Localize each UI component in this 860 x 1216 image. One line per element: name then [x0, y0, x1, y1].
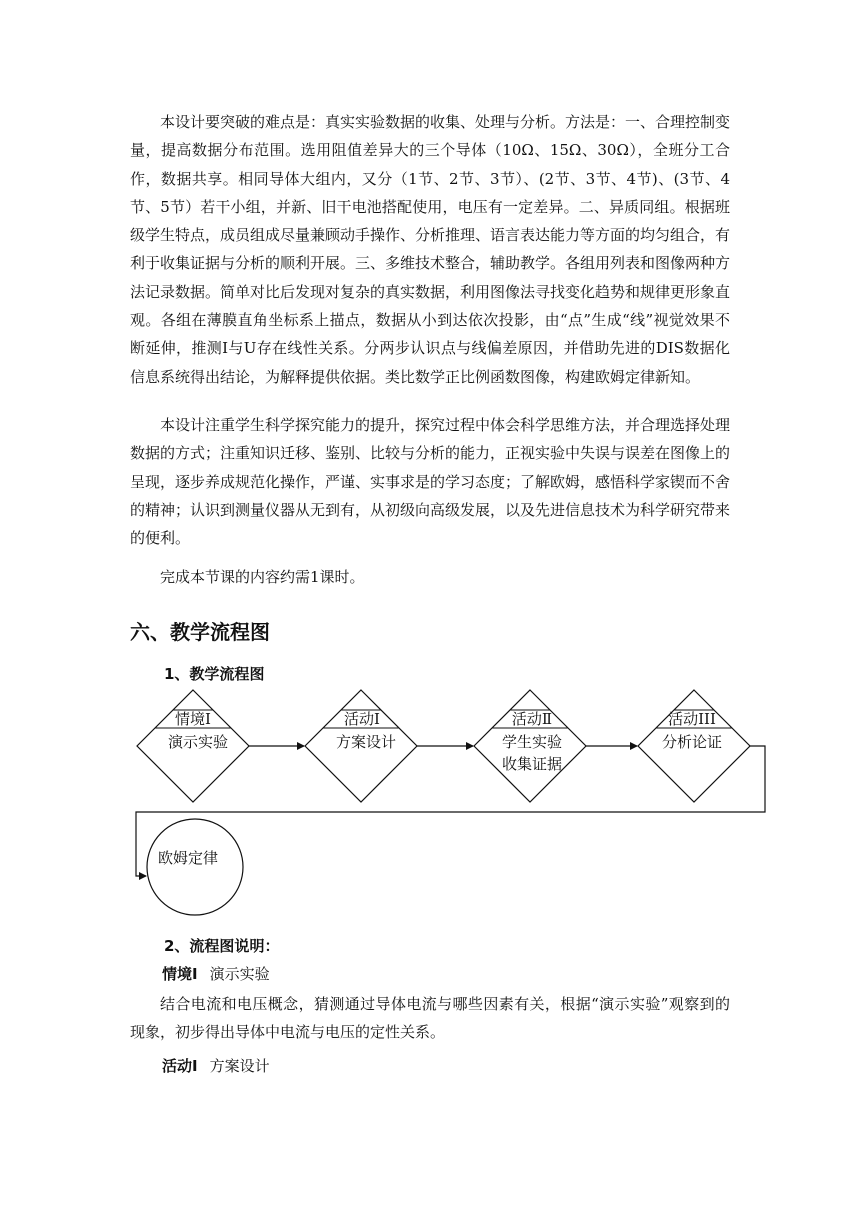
flow-node-1-label: 情境Ⅰ — [175, 710, 211, 728]
flow-node-1 — [137, 690, 249, 802]
desc-paragraph-1: 结合电流和电压概念，猜测通过导体电流与哪些因素有关，根据“演示实验”观察到的现象，初步得出导体中电流与电压的定性关系。 — [130, 995, 730, 1042]
desc-name-2: 方案设计 — [209, 1057, 270, 1075]
flow-end-node — [147, 819, 243, 915]
desc-name-1: 演示实验 — [209, 965, 270, 983]
desc-label-2: 活动Ⅰ — [162, 1057, 198, 1075]
flow-node-2 — [305, 690, 417, 802]
flow-node-3 — [474, 690, 586, 802]
paragraph-difficulty: 本设计要突破的难点是：真实实验数据的收集、处理与分析。方法是：一、合理控制变量，提高数据分布范围。选用阻值差异大的三个导体（10Ω、15Ω、30Ω），全班分工合作，数据共享。相同导体大组内，又分（1节、2节、3节）、(2节、3节、4节)、(3节、4节、5节）若干小组，并新、旧干电池搭配使用，电压有一定差异。二、异质同组。根据班级学生特点，成员组成尽量兼顾动手操作、分析推理、语言表达能力等方面的均匀组合，有利于收集证据与分析的顺利开展。三、多维技术整合，辅助教学。各组用列表和图像两种方法记录数据。简单对比后发现对复杂的真实数据，利用图像法寻找变化趋势和规律更形象直观。各组在薄膜直角坐标系上描点，数据从小到达依次投影，由“点”生成“线”视觉效果不断延伸，推测I与U存在线性关系。分两步认识点与线偏差原因，并借助先进的DIS数据化信息系统得出结论，为解释提供依据。类比数学正比例函数图像，构建欧姆定律新知。 — [130, 113, 731, 386]
desc-heading-1 — [162, 963, 270, 984]
flow-node-3-text-2: 收集证据 — [501, 755, 563, 773]
desc-heading-2 — [162, 1055, 270, 1076]
teaching-flowchart — [0, 680, 860, 920]
flow-node-1-text: 演示实验 — [167, 733, 229, 751]
subsection-title-description: 2、流程图说明： — [164, 937, 280, 955]
flow-node-2-text: 方案设计 — [335, 733, 397, 751]
paragraph-duration: 完成本节课的内容约需1课时。 — [160, 568, 365, 586]
paragraph-focus: 本设计注重学生科学探究能力的提升，探究过程中体会科学思维方法，并合理选择处理数据的方式；注重知识迁移、鉴别、比较与分析的能力，正视实验中失误与误差在图像上的呈现，逐步养成规范化操作，严谨、实事求是的学习态度；了解欧姆，感悟科学家锲而不舍的精神；认识到测量仪器从无到有，从初级向高级发展，以及先进信息技术为科学研究带来的便利。 — [130, 416, 731, 548]
flow-node-3-label: 活动Ⅱ — [511, 710, 553, 728]
flow-node-2-label: 活动Ⅰ — [344, 710, 380, 728]
flow-node-4-text: 分析论证 — [661, 733, 723, 751]
flow-node-3-text: 学生实验 — [501, 733, 563, 751]
flow-end-label: 欧姆定律 — [157, 849, 219, 867]
desc-label-1: 情境Ⅰ — [162, 965, 198, 983]
section-title: 六、教学流程图 — [130, 620, 270, 644]
subsection-title-flowchart: 1、教学流程图 — [164, 665, 265, 683]
flow-node-4 — [638, 690, 750, 802]
flow-node-4-label: 活动III — [668, 710, 716, 728]
